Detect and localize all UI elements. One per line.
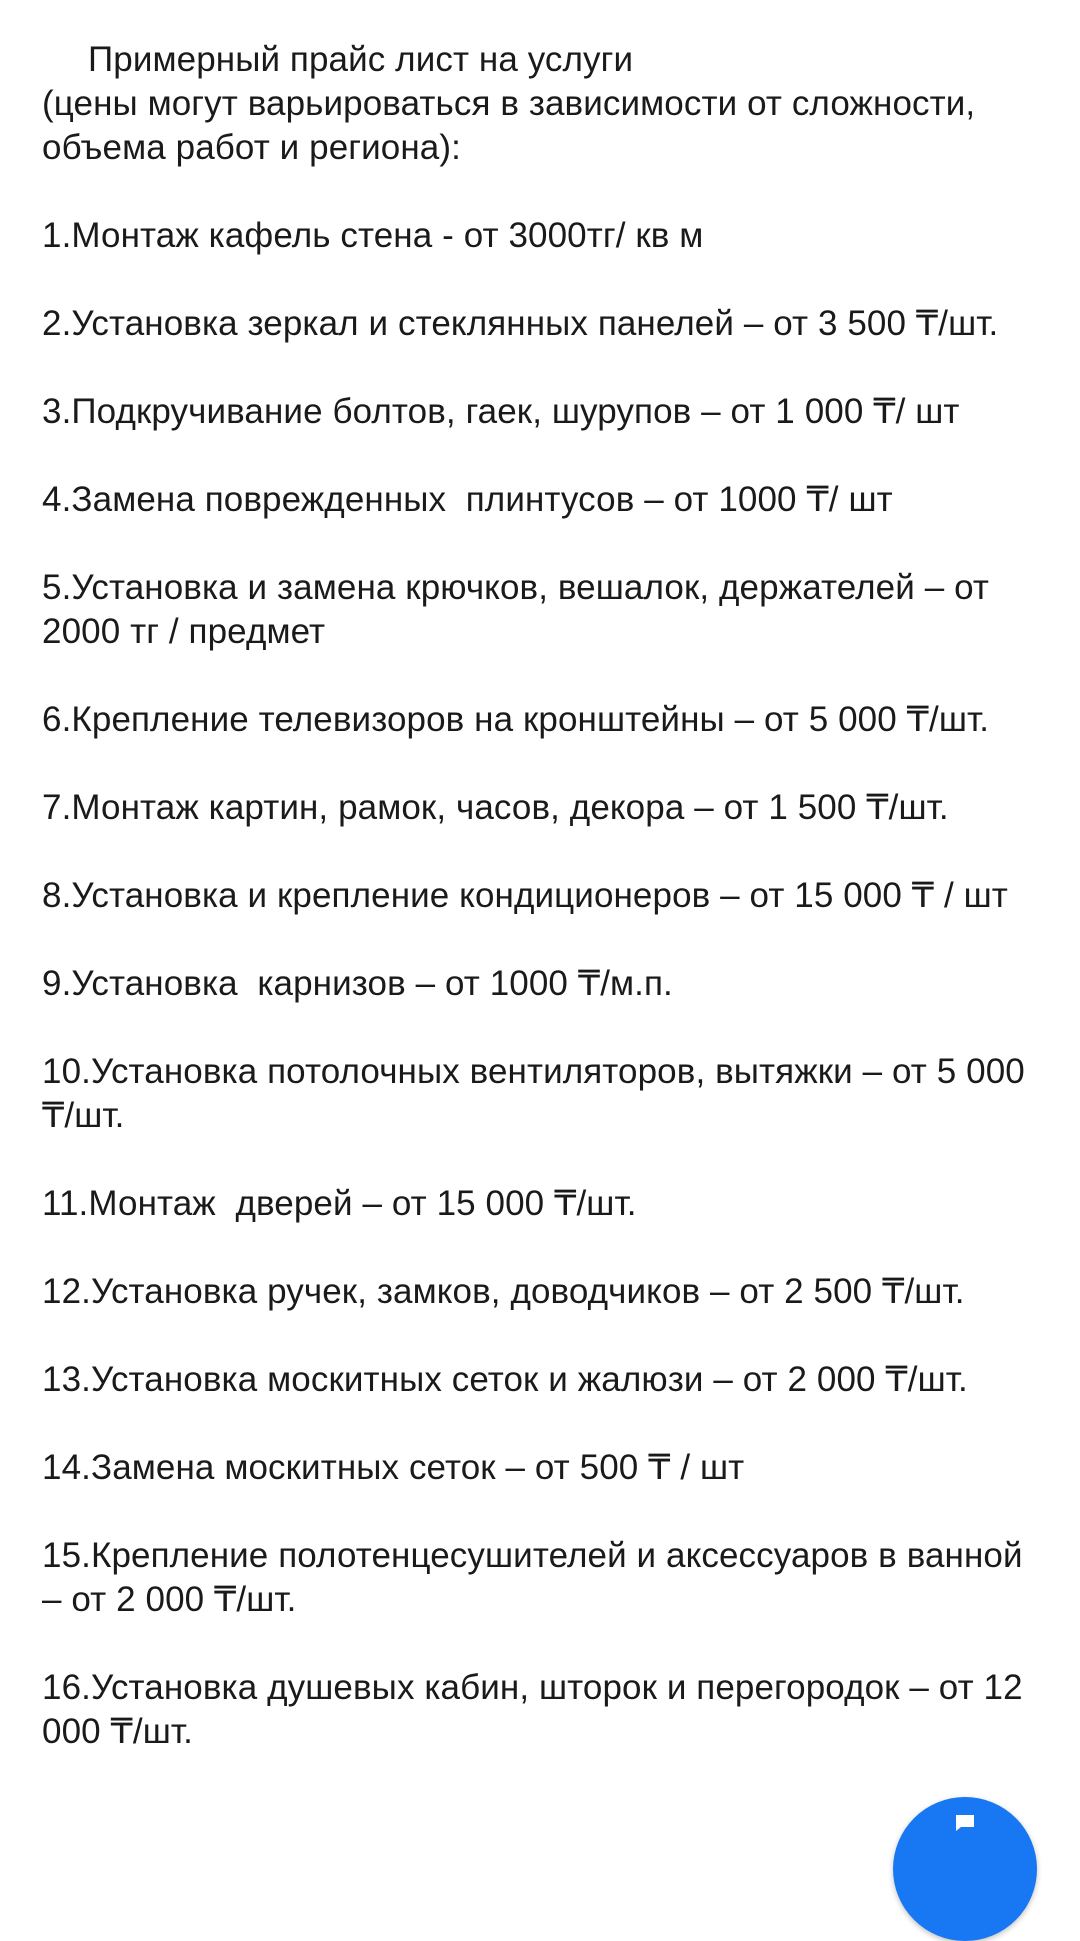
item-text: Установка и крепление кондиционеров – от 15 000 ₸ / шт <box>71 876 1008 915</box>
list-item <box>42 1050 1052 1138</box>
item-text: Монтаж дверей – от 15 000 ₸/шт. <box>88 1184 637 1223</box>
item-number: 5. <box>42 568 72 607</box>
list-item <box>42 786 1052 830</box>
list-item <box>42 566 1052 654</box>
item-number: 11. <box>42 1184 89 1223</box>
page-title: Примерный прайс лист на услуги <box>88 40 634 79</box>
list-item <box>42 302 1052 346</box>
list-item <box>42 478 1052 522</box>
item-number: 15. <box>42 1536 91 1575</box>
chat-icon <box>953 1811 977 1835</box>
item-text: Установка ручек, замков, доводчиков – от 2 500 ₸/шт. <box>90 1272 965 1311</box>
item-number: 8. <box>42 876 72 915</box>
item-number: 14. <box>42 1448 91 1487</box>
item-number: 9. <box>42 964 72 1003</box>
list-item <box>42 1182 1052 1226</box>
chat-fab-button[interactable] <box>893 1797 1037 1941</box>
list-item <box>42 1270 1052 1314</box>
item-number: 2. <box>42 304 72 343</box>
item-number: 6. <box>42 700 72 739</box>
item-number: 4. <box>42 480 72 519</box>
list-item <box>42 214 1052 258</box>
item-text: Монтаж картин, рамок, часов, декора – от 1 500 ₸/шт. <box>71 788 949 827</box>
list-item <box>42 1666 1052 1754</box>
item-text: Крепление полотенцесушителей и аксессуаров в ванной – от 2 000 ₸/шт. <box>42 1536 1033 1619</box>
item-number: 10. <box>42 1052 91 1091</box>
item-number: 16. <box>42 1668 91 1707</box>
item-number: 13. <box>42 1360 91 1399</box>
list-item <box>42 390 1052 434</box>
list-item <box>42 1358 1052 1402</box>
price-disclaimer: (цены могут варьироваться в зависимости от сложности, объема работ и региона): <box>42 84 986 167</box>
list-item <box>42 962 1052 1006</box>
price-list-document <box>42 38 1052 1754</box>
item-text: Установка карнизов – от 1000 ₸/м.п. <box>71 964 673 1003</box>
item-text: Установка и замена крючков, вешалок, держателей – от 2000 тг / предмет <box>42 568 999 651</box>
item-text: Установка зеркал и стеклянных панелей – от 3 500 ₸/шт. <box>71 304 999 343</box>
item-text: Замена поврежденных плинтусов – от 1000 ₸/ шт <box>71 480 893 519</box>
item-text: Установка москитных сеток и жалюзи – от 2 000 ₸/шт. <box>90 1360 968 1399</box>
price-list <box>42 214 1052 1754</box>
item-number: 3. <box>42 392 72 431</box>
list-item <box>42 1534 1052 1622</box>
item-text: Монтаж кафель стена - от 3000тг/ кв м <box>71 216 704 255</box>
item-text: Установка душевых кабин, шторок и перегородок – от 12 000 ₸/шт. <box>42 1668 1033 1751</box>
list-item <box>42 698 1052 742</box>
item-text: Подкручивание болтов, гаек, шурупов – от 1 000 ₸/ шт <box>71 392 960 431</box>
item-text: Крепление телевизоров на кронштейны – от 5 000 ₸/шт. <box>71 700 990 739</box>
item-number: 7. <box>42 788 72 827</box>
list-item <box>42 1446 1052 1490</box>
item-text: Установка потолочных вентиляторов, вытяжки – от 5 000 ₸/шт. <box>42 1052 1035 1135</box>
item-text: Замена москитных сеток – от 500 ₸ / шт <box>90 1448 745 1487</box>
item-number: 12. <box>42 1272 91 1311</box>
list-item <box>42 874 1052 918</box>
item-number: 1. <box>42 216 72 255</box>
